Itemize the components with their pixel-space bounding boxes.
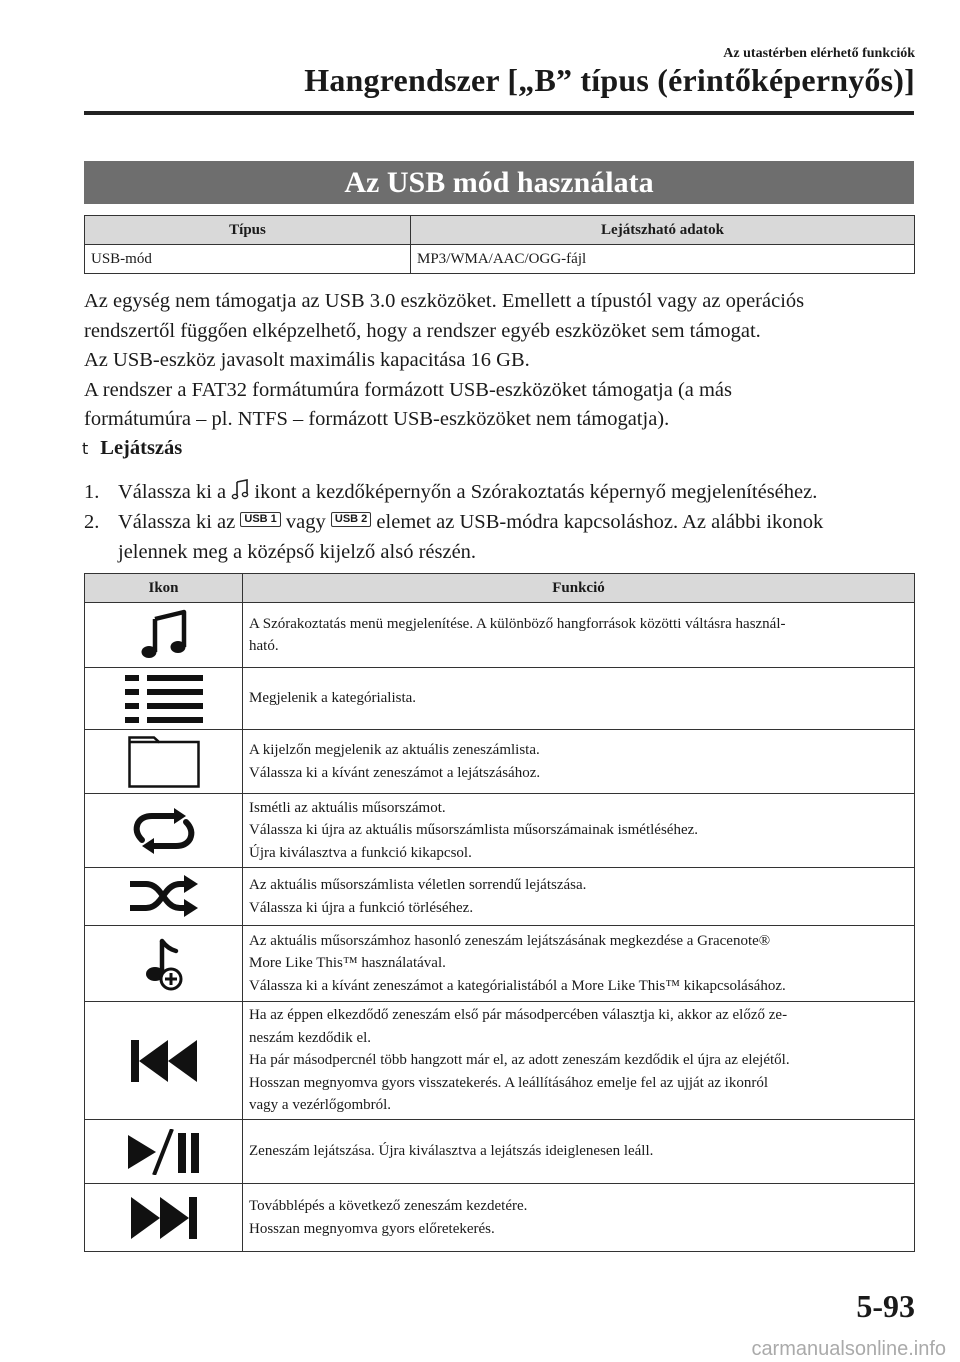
intro-line: Az egység nem támogatja az USB 3.0 eszközöket. Emellett a típustól vagy az operációs <box>84 290 805 312</box>
icon-cell <box>85 926 243 1002</box>
function-line: Zeneszám lejátszása. Újra kiválasztva a lejátszás ideiglenesen leáll. <box>249 1143 654 1160</box>
icon-cell <box>85 730 243 794</box>
usb1-button-label: USB 1 <box>240 512 280 527</box>
icon-cell <box>85 668 243 730</box>
steps-list <box>84 477 924 567</box>
note-plus-icon <box>144 937 184 991</box>
table-row <box>85 1120 915 1184</box>
intro-paragraph <box>84 287 924 435</box>
function-line: Újra kiválasztva a funkció kikapcsol. <box>249 844 472 861</box>
function-cell <box>243 1002 915 1120</box>
watermark: carmanualsonline.info <box>751 1338 946 1360</box>
header-divider <box>84 111 914 115</box>
previous-track-icon <box>131 1040 197 1082</box>
function-line: Válassza ki újra a funkció törléséhez. <box>249 899 474 916</box>
function-cell <box>243 868 915 926</box>
icon-cell <box>85 1184 243 1252</box>
intro-line: formátumúra – pl. NTFS – formázott USB-eszközöket nem támogatja). <box>84 408 670 430</box>
function-line: vagy a vezérlőgombról. <box>249 1097 392 1114</box>
icon-cell <box>85 1120 243 1184</box>
list-item <box>84 507 924 567</box>
step-text-after: ikont a kezdőképernyőn a Szórakoztatás képernyő megjelenítéséhez. <box>254 481 818 503</box>
step-text-before: Válassza ki a <box>118 481 227 503</box>
section-marker-icon: t <box>82 439 89 458</box>
step-text-after: elemet az USB-módra kapcsoláshoz. Az alábbi ikonok <box>376 511 824 533</box>
usb2-button-label: USB 2 <box>331 512 371 527</box>
list-item <box>84 477 924 507</box>
function-cell <box>243 794 915 868</box>
function-line: Ha pár másodpercnél több hangzott már el, az adott zeneszám kezdődik el újra az elejétől. <box>249 1052 790 1069</box>
icon-cell <box>85 868 243 926</box>
icon-table-header-icon: Ikon <box>85 574 243 603</box>
function-cell <box>243 603 915 668</box>
intro-line: Az USB-eszköz javasolt maximális kapacitása 16 GB. <box>84 349 530 371</box>
icon-cell <box>85 1002 243 1120</box>
function-cell <box>243 1184 915 1252</box>
function-line: Válassza ki a kívánt zeneszámot a lejátszásához. <box>249 764 541 781</box>
step-text <box>118 477 817 507</box>
function-line: Válassza ki újra az aktuális műsorszámlista műsorszámainak ismétléséhez. <box>249 822 699 839</box>
next-track-icon <box>131 1197 197 1239</box>
format-table-header-type: Típus <box>85 216 411 245</box>
music-note-icon <box>140 609 188 661</box>
repeat-icon <box>130 808 198 854</box>
list-icon <box>125 675 203 723</box>
folder-icon <box>128 736 200 788</box>
format-table <box>84 215 915 274</box>
function-cell <box>243 668 915 730</box>
icon-cell <box>85 794 243 868</box>
function-line: Válassza ki a kívánt zeneszámot a kategórialistából a More Like This™ kikapcsolásához. <box>249 977 786 994</box>
table-row <box>85 245 915 274</box>
table-row <box>85 668 915 730</box>
function-line: Az aktuális műsorszámhoz hasonló zeneszám lejátszásának megkezdése a Gracenote® <box>249 932 771 949</box>
function-line: Ismétli az aktuális műsorszámot. <box>249 799 446 816</box>
format-data-cell: MP3/WMA/AAC/OGG-fájl <box>411 245 915 274</box>
function-cell <box>243 730 915 794</box>
icon-table-header-function: Funkció <box>243 574 915 603</box>
icon-cell <box>85 603 243 668</box>
section-banner: Az USB mód használata <box>84 161 914 204</box>
table-row <box>85 1002 915 1120</box>
section-heading <box>82 437 182 460</box>
section-heading-title: Lejátszás <box>100 437 183 459</box>
function-line: More Like This™ használatával. <box>249 955 446 972</box>
function-line: A kijelzőn megjelenik az aktuális zeneszámlista. <box>249 742 540 758</box>
step-text-before: Válassza ki az <box>118 511 236 533</box>
icon-table-header-row <box>85 574 915 603</box>
header-section-label: Az utastérben elérhető funkciók <box>723 46 915 61</box>
step-number: 1. <box>84 481 100 503</box>
intro-line: A rendszer a FAT32 formátumúra formázott USB-eszközöket támogatja (a más <box>84 378 733 401</box>
shuffle-icon <box>130 875 198 919</box>
table-row <box>85 1184 915 1252</box>
function-line: neszám kezdődik el. <box>249 1029 372 1046</box>
table-row <box>85 868 915 926</box>
step-text-middle: vagy <box>285 511 326 533</box>
function-line: Továbblépés a következő zeneszám kezdetére. <box>249 1198 528 1214</box>
page-title: Hangrendszer [„B” típus (érintőképernyős)] <box>304 62 915 98</box>
intro-line: rendszertől függően elképzelhető, hogy a rendszer egyéb eszközöket sem támogat. <box>84 319 761 342</box>
function-line: Hosszan megnyomva gyors előretekerés. <box>249 1220 495 1237</box>
format-table-header-row <box>85 216 915 245</box>
function-line: ható. <box>249 638 279 654</box>
function-cell <box>243 926 915 1002</box>
table-row <box>85 603 915 668</box>
function-line: Hosszan megnyomva gyors visszatekerés. A leállításához emelje fel az ujját az ikonról <box>249 1074 768 1091</box>
function-line: Az aktuális műsorszámlista véletlen sorrendű lejátszása. <box>249 877 587 893</box>
format-type-cell: USB-mód <box>85 245 411 274</box>
function-line: Ha az éppen elkezdődő zeneszám első pár másodpercében választja ki, akkor az előző ze- <box>249 1007 788 1024</box>
music-note-icon <box>231 479 249 501</box>
table-row <box>85 794 915 868</box>
step-number: 2. <box>84 511 100 533</box>
icon-function-table <box>84 573 915 1252</box>
function-cell <box>243 1120 915 1184</box>
table-row <box>85 730 915 794</box>
step-text-continued: jelennek meg a középső kijelző alsó részén. <box>118 541 477 563</box>
step-text <box>118 507 823 567</box>
function-line: A Szórakoztatás menü megjelenítése. A különböző hangforrások közötti váltásra használ- <box>249 615 786 632</box>
format-table-header-data: Lejátszható adatok <box>411 216 915 245</box>
page-number: 5-93 <box>856 1288 915 1324</box>
function-line: Megjelenik a kategórialista. <box>249 690 417 707</box>
table-row <box>85 926 915 1002</box>
play-pause-icon <box>128 1129 200 1175</box>
